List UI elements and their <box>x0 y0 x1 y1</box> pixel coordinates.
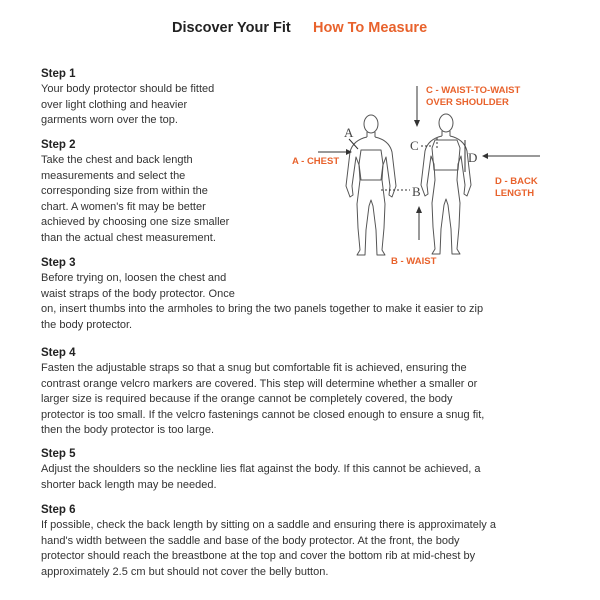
letter-a: A <box>344 125 354 140</box>
back-body-figure <box>421 114 471 254</box>
step-title: Step 6 <box>41 504 76 516</box>
step-text: Before trying on, loosen the chest and waist straps of the body protector. Once on, insert thumbs into the armholes to bring the two panels together to make it easier to zip the body protector. <box>41 272 484 331</box>
chest-pointer-line <box>349 139 358 149</box>
waist-to-waist-arrowhead <box>414 120 420 127</box>
step-title: Step 4 <box>41 347 76 359</box>
letter-b: B <box>412 184 421 199</box>
label-over-shoulder: OVER SHOULDER <box>426 97 509 108</box>
step-text: Adjust the shoulders so the neckline lies flat against the body. If this cannot be achieved, a shorter back length may be needed. <box>41 463 481 491</box>
tab-how-to-measure[interactable]: How To Measure <box>313 20 428 36</box>
label-waist-to-waist: C - WAIST-TO-WAIST <box>426 85 521 96</box>
front-body-figure <box>346 115 396 255</box>
fit-tabs <box>0 20 600 42</box>
step-title: Step 2 <box>41 139 76 151</box>
letter-d: D <box>468 150 478 165</box>
label-waist: B - WAIST <box>391 256 437 267</box>
measurement-diagram <box>283 78 583 273</box>
step-text: Your body protector should be fitted over light clothing and heavier garments worn over the top. <box>41 83 215 127</box>
step-4 <box>41 346 571 439</box>
step-5 <box>41 447 571 493</box>
step-title: Step 1 <box>41 68 76 80</box>
label-back: D - BACK <box>495 176 538 187</box>
label-length: LENGTH <box>495 188 535 199</box>
back-length-arrowhead <box>482 153 488 159</box>
step-6 <box>41 503 571 580</box>
step-text: Fasten the adjustable straps so that a snug but comfortable fit is achieved, ensuring the contrast orange velcro markers are covered. This step will determine whether a smaller or larger size is required because if the orange cannot be completely covered, the body protector is too small. If the velcro fastenings cannot be closed enough to ensure a snug fit, then the body protector is too large. <box>41 362 485 437</box>
step-title: Step 5 <box>41 448 76 460</box>
step-text: If possible, check the back length by sitting on a saddle and ensuring there is approximately a hand's width between the saddle and base of the body protector. At the front, the body protector should reach the breastbone at the top and cover the bottom rib at mid-chest by approximately 2.5 cm but should not cover the belly button. <box>41 519 496 578</box>
waist-arrowhead <box>416 206 422 213</box>
step-title: Step 3 <box>41 257 76 269</box>
letter-c: C <box>410 138 419 153</box>
label-chest: A - CHEST <box>292 156 340 167</box>
step-text: Take the chest and back length measurements and select the corresponding size from within the chart. A women's fit may be better achieved by choosing one size smaller than the actual chest measurement. <box>41 154 230 244</box>
tab-discover-your-fit[interactable]: Discover Your Fit <box>172 20 291 36</box>
